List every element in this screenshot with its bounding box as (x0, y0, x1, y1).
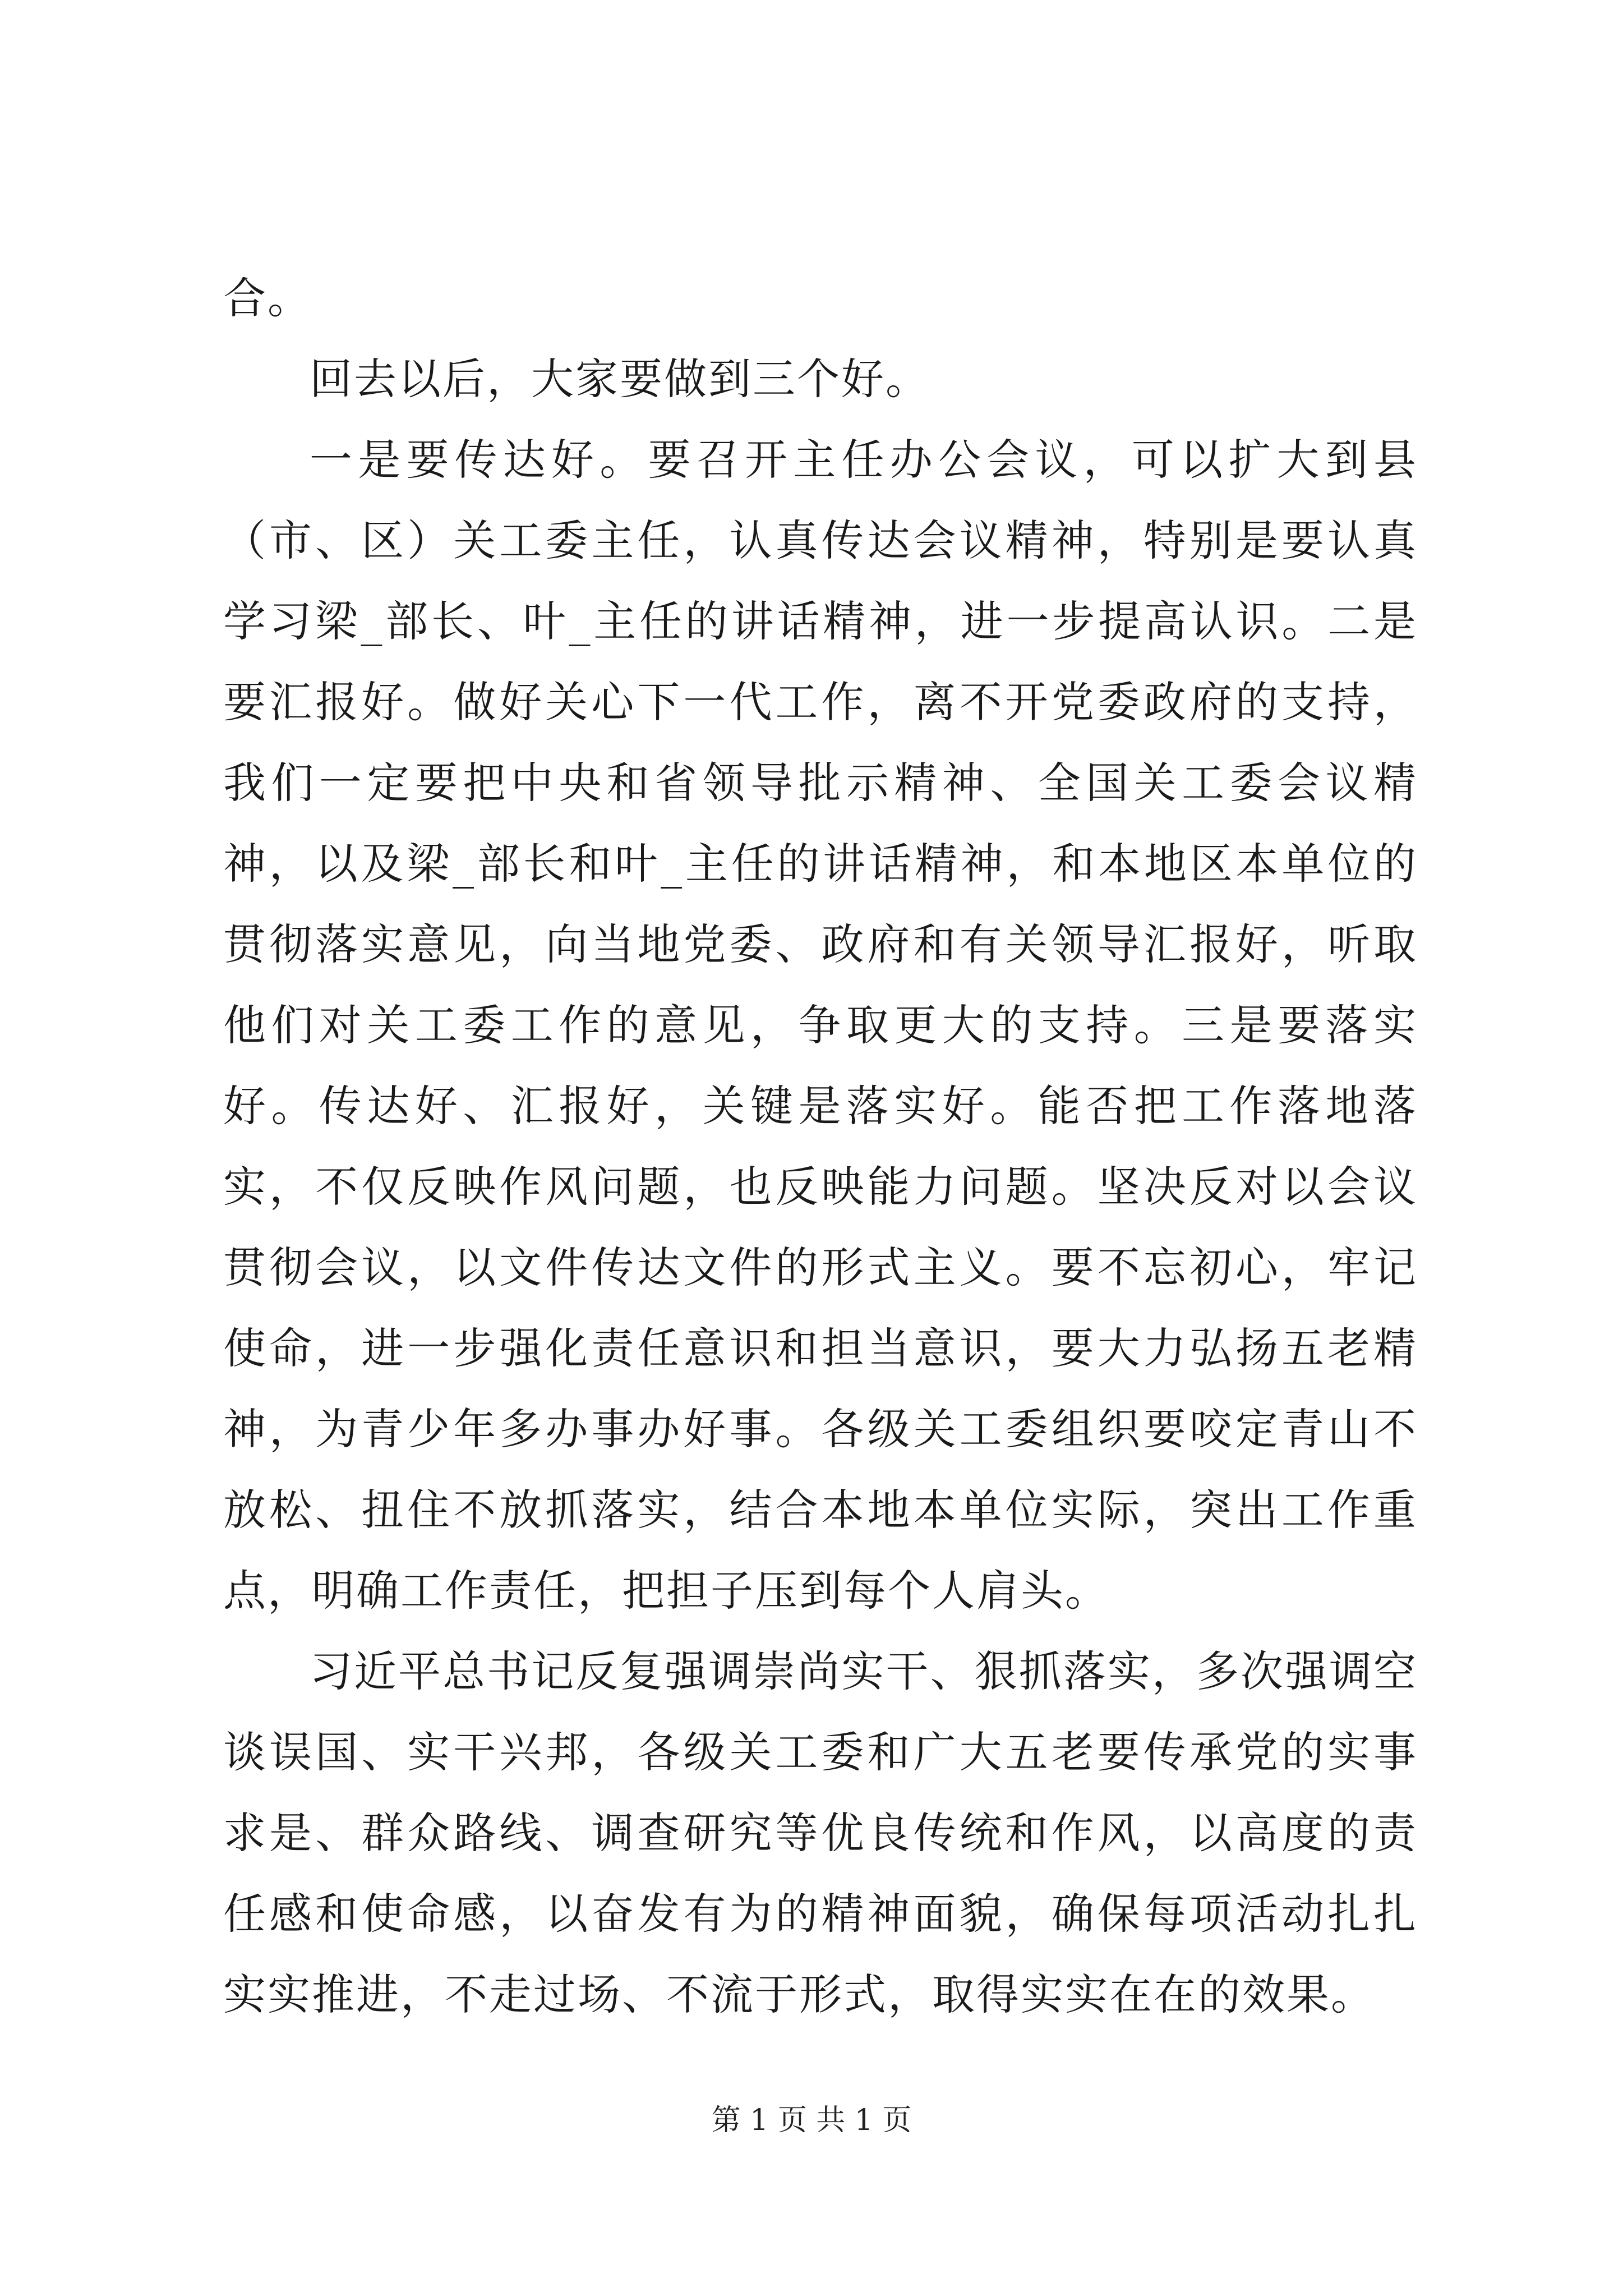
paragraph-three-goods: 一是要传达好。要召开主任办公会议，可以扩大到县（市、区）关工委主任，认真传达会议精神，特别是要认真学习梁_部长、叶_主任的讲话精神，进一步提高认识。二是要汇报好。做好关心下一代工作，离不开党委政府的支持，我们一定要把中央和省领导批示精神、全国关工委会议精神，以及梁_部长和叶_主任的讲话精神，和本地区本单位的贯彻落实意见，向当地党委、政府和有关领导汇报好，听取他们对关工委工作的意见，争取更大的支持。三是要落实好。传达好、汇报好，关键是落实好。能否把工作落地落实，不仅反映作风问题，也反映能力问题。坚决反对以会议贯彻会议，以文件传达文件的形式主义。要不忘初心，牢记使命，进一步强化责任意识和担当意识，要大力弘扬五老精神，为青少年多办事办好事。各级关工委组织要咬定青山不放松、扭住不放抓落实，结合本地本单位实际，突出工作重点，明确工作责任，把担子压到每个人肩头。 (223, 435, 1418, 1616)
document-body (223, 258, 1418, 2035)
paragraph-conclusion: 习近平总书记反复强调崇尚实干、狠抓落实，多次强调空谈误国、实干兴邦，各级关工委和广大五老要传承党的实事求是、群众路线、调查研究等优良传统和作风，以高度的责任感和使命感，以奋发有为的精神面貌，确保每项活动扎扎实实推进，不走过场、不流于形式，取得实实在在的效果。 (223, 1646, 1418, 2019)
paragraph-intro: 回去以后，大家要做到三个好。 (310, 354, 930, 404)
page-footer: 第 1 页 共 1 页 (711, 2104, 912, 2137)
paragraph-continuation: 合。 (223, 273, 312, 323)
